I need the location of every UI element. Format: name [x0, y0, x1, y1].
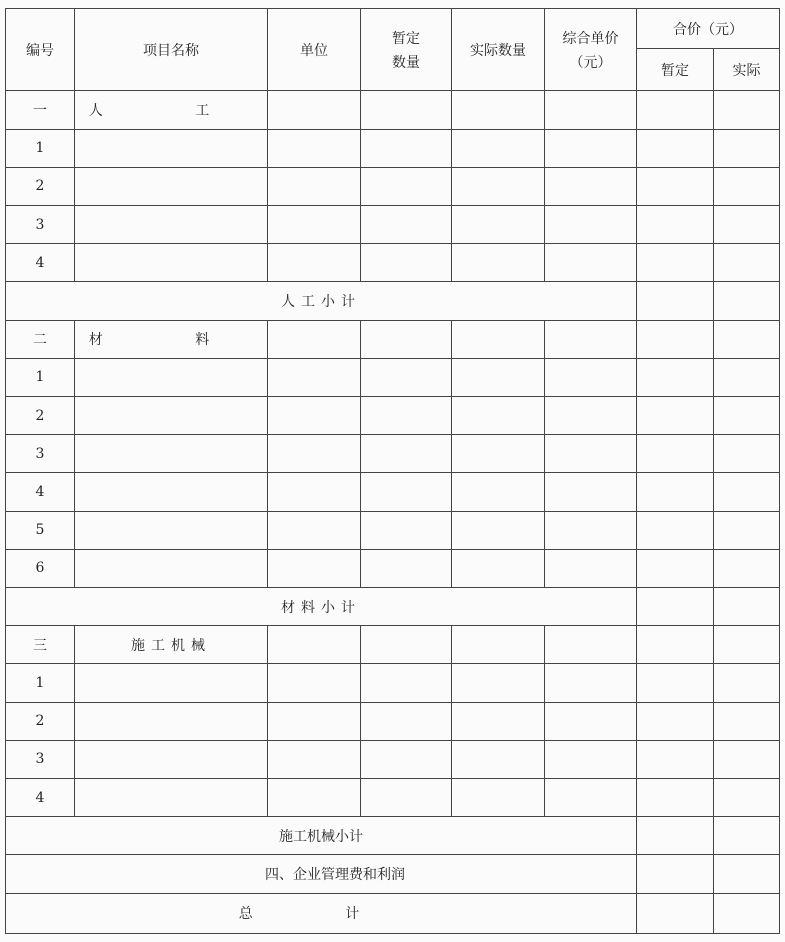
cell-blank[interactable] [637, 702, 714, 740]
section-labor-no: 一 [6, 91, 75, 129]
labor-subtotal-text: 人工小计 [281, 294, 361, 311]
cell-blank[interactable] [637, 511, 714, 549]
section-machinery-name [75, 626, 268, 664]
cell-blank[interactable] [452, 549, 545, 587]
cell-blank[interactable] [637, 435, 714, 473]
cell-blank[interactable] [637, 893, 714, 933]
cell-blank[interactable] [714, 435, 780, 473]
header-total-actual-label: 实际 [732, 62, 761, 79]
cell-blank[interactable] [714, 206, 780, 244]
cell-blank[interactable] [714, 893, 780, 933]
cell-blank[interactable] [452, 397, 545, 435]
cell-blank[interactable] [714, 664, 780, 702]
cell-blank[interactable] [714, 397, 780, 435]
cell-blank[interactable] [545, 435, 637, 473]
table-row [6, 397, 780, 435]
cell-blank[interactable] [637, 473, 714, 511]
cell-blank[interactable] [361, 397, 452, 435]
cell-blank[interactable] [268, 397, 361, 435]
cell-blank[interactable] [268, 779, 361, 817]
cell-blank[interactable] [452, 91, 545, 129]
cell-blank[interactable] [361, 206, 452, 244]
cell-blank[interactable] [268, 549, 361, 587]
cell-blank[interactable] [714, 358, 780, 396]
cell-blank[interactable] [637, 358, 714, 396]
cell-blank[interactable] [637, 206, 714, 244]
cell-blank[interactable] [714, 855, 780, 893]
cell-blank[interactable] [452, 358, 545, 396]
row-number: 4 [6, 244, 75, 282]
cell-blank[interactable] [545, 702, 637, 740]
header-actual-qty [452, 9, 545, 91]
daywork-table [5, 8, 780, 934]
section-machinery-name-text: 施工机械 [131, 637, 211, 654]
section-machinery-row [6, 626, 780, 664]
header-provisional-qty-line1: 暂定 [392, 30, 420, 47]
row-number: 3 [6, 206, 75, 244]
cell-blank[interactable] [637, 129, 714, 167]
cell-blank[interactable] [637, 549, 714, 587]
materials-subtotal-label [6, 588, 637, 626]
cell-blank[interactable] [714, 473, 780, 511]
cell-blank[interactable] [75, 397, 268, 435]
section-labor-name [75, 91, 268, 129]
cell-blank[interactable] [452, 779, 545, 817]
cell-blank[interactable] [361, 664, 452, 702]
cell-blank[interactable] [545, 473, 637, 511]
cell-blank[interactable] [268, 435, 361, 473]
header-unit-price [545, 9, 637, 91]
section-machinery-no: 三 [6, 626, 75, 664]
cell-blank[interactable] [361, 358, 452, 396]
row-number: 2 [6, 702, 75, 740]
management-fee-row [6, 855, 780, 893]
cell-blank[interactable] [637, 626, 714, 664]
header-total-price [637, 9, 780, 49]
cell-blank[interactable] [452, 435, 545, 473]
cell-blank[interactable] [268, 740, 361, 778]
cell-blank[interactable] [545, 397, 637, 435]
table-row [6, 167, 780, 205]
cell-blank[interactable] [75, 511, 268, 549]
row-number: 3 [6, 740, 75, 778]
cell-blank[interactable] [75, 549, 268, 587]
subtotal-row-materials [6, 588, 780, 626]
cell-blank[interactable] [714, 282, 780, 320]
cell-blank[interactable] [75, 435, 268, 473]
materials-subtotal-text: 材料小计 [281, 599, 361, 616]
table-row [6, 740, 780, 778]
cell-blank[interactable] [637, 588, 714, 626]
table-row [6, 358, 780, 396]
header-provisional-qty [361, 9, 452, 91]
cell-blank[interactable] [75, 664, 268, 702]
cell-blank[interactable] [361, 779, 452, 817]
grand-total-row [6, 893, 780, 933]
row-number: 6 [6, 549, 75, 587]
cell-blank[interactable] [361, 549, 452, 587]
cell-blank[interactable] [714, 702, 780, 740]
table-row [6, 664, 780, 702]
cell-blank[interactable] [637, 91, 714, 129]
cell-blank[interactable] [268, 244, 361, 282]
header-total-price-label: 合价（元） [673, 21, 743, 38]
cell-blank[interactable] [452, 244, 545, 282]
cell-blank[interactable] [361, 702, 452, 740]
cell-blank[interactable] [361, 435, 452, 473]
cell-blank[interactable] [714, 91, 780, 129]
cell-blank[interactable] [268, 511, 361, 549]
section-materials-row [6, 320, 780, 358]
cell-blank[interactable] [361, 91, 452, 129]
cell-blank[interactable] [75, 473, 268, 511]
section-materials-no: 二 [6, 320, 75, 358]
cell-blank[interactable] [714, 588, 780, 626]
grand-total-label [6, 893, 637, 933]
header-no-label: 编号 [26, 42, 54, 59]
cell-blank[interactable] [714, 817, 780, 855]
cell-blank[interactable] [361, 740, 452, 778]
cell-blank[interactable] [268, 91, 361, 129]
header-no [6, 9, 75, 91]
row-number: 4 [6, 779, 75, 817]
cell-blank[interactable] [452, 626, 545, 664]
cell-blank[interactable] [545, 167, 637, 205]
header-total-actual [714, 49, 780, 91]
table-row [6, 702, 780, 740]
cell-blank[interactable] [452, 702, 545, 740]
management-fee-label: 四、企业管理费和利润 [6, 855, 637, 893]
header-item-name [75, 9, 268, 91]
cell-blank[interactable] [714, 549, 780, 587]
cell-blank[interactable] [361, 244, 452, 282]
cell-blank[interactable] [361, 129, 452, 167]
cell-blank[interactable] [637, 664, 714, 702]
cell-blank[interactable] [268, 320, 361, 358]
cell-blank[interactable] [545, 549, 637, 587]
cell-blank[interactable] [452, 473, 545, 511]
machinery-subtotal-text: 施工机械小计 [279, 828, 363, 845]
cell-blank[interactable] [268, 206, 361, 244]
cell-blank[interactable] [714, 511, 780, 549]
header-unit-price-line2: （元） [569, 54, 612, 71]
cell-blank[interactable] [75, 779, 268, 817]
cell-blank[interactable] [268, 626, 361, 664]
row-number: 1 [6, 358, 75, 396]
section-labor-name-text: 人 工 [88, 103, 254, 120]
cell-blank[interactable] [714, 129, 780, 167]
cell-blank[interactable] [545, 358, 637, 396]
cell-blank[interactable] [545, 740, 637, 778]
header-total-provisional-label: 暂定 [661, 62, 689, 79]
row-number: 2 [6, 397, 75, 435]
row-number: 3 [6, 435, 75, 473]
cell-blank[interactable] [714, 740, 780, 778]
header-unit [268, 9, 361, 91]
row-number: 2 [6, 167, 75, 205]
cell-blank[interactable] [545, 129, 637, 167]
cell-blank[interactable] [75, 702, 268, 740]
table-row [6, 779, 780, 817]
subtotal-row-labor [6, 282, 780, 320]
cell-blank[interactable] [637, 817, 714, 855]
cell-blank[interactable] [75, 358, 268, 396]
cell-blank[interactable] [545, 626, 637, 664]
row-number: 1 [6, 664, 75, 702]
cell-blank[interactable] [452, 511, 545, 549]
cell-blank[interactable] [75, 129, 268, 167]
cell-blank[interactable] [637, 244, 714, 282]
cell-blank[interactable] [452, 664, 545, 702]
cell-blank[interactable] [452, 206, 545, 244]
cell-blank[interactable] [452, 129, 545, 167]
labor-subtotal-label [6, 282, 637, 320]
cell-blank[interactable] [361, 167, 452, 205]
row-number: 4 [6, 473, 75, 511]
header-total-provisional [637, 49, 714, 91]
subtotal-row-machinery [6, 817, 780, 855]
row-number: 1 [6, 129, 75, 167]
table-row [6, 549, 780, 587]
cell-blank[interactable] [545, 779, 637, 817]
cell-blank[interactable] [75, 740, 268, 778]
table-row [6, 206, 780, 244]
cell-blank[interactable] [714, 626, 780, 664]
header-provisional-qty-line2: 数量 [392, 54, 420, 71]
cell-blank[interactable] [545, 244, 637, 282]
cell-blank[interactable] [452, 320, 545, 358]
table-row [6, 435, 780, 473]
cell-blank[interactable] [545, 664, 637, 702]
cell-blank[interactable] [637, 855, 714, 893]
cell-blank[interactable] [637, 320, 714, 358]
cell-blank[interactable] [268, 358, 361, 396]
cell-blank[interactable] [545, 206, 637, 244]
section-materials-name [75, 320, 268, 358]
cell-blank[interactable] [637, 167, 714, 205]
cell-blank[interactable] [361, 473, 452, 511]
cell-blank[interactable] [75, 167, 268, 205]
header-actual-qty-label: 实际数量 [470, 42, 526, 59]
cell-blank[interactable] [714, 244, 780, 282]
cell-blank[interactable] [637, 740, 714, 778]
section-labor-row [6, 91, 780, 129]
cell-blank[interactable] [637, 397, 714, 435]
cell-blank[interactable] [75, 244, 268, 282]
cell-blank[interactable] [545, 320, 637, 358]
cell-blank[interactable] [75, 206, 268, 244]
cell-blank[interactable] [637, 779, 714, 817]
cell-blank[interactable] [452, 167, 545, 205]
cell-blank[interactable] [545, 511, 637, 549]
cell-blank[interactable] [714, 167, 780, 205]
cell-blank[interactable] [361, 511, 452, 549]
machinery-subtotal-label [6, 817, 637, 855]
table-row [6, 244, 780, 282]
cell-blank[interactable] [268, 167, 361, 205]
table-row [6, 473, 780, 511]
cell-blank[interactable] [268, 129, 361, 167]
cell-blank[interactable] [268, 664, 361, 702]
cell-blank[interactable] [361, 320, 452, 358]
table-row [6, 129, 780, 167]
header-unit-label: 单位 [300, 42, 328, 59]
cell-blank[interactable] [714, 779, 780, 817]
cell-blank[interactable] [714, 320, 780, 358]
cell-blank[interactable] [361, 626, 452, 664]
row-number: 5 [6, 511, 75, 549]
header-item-name-label: 项目名称 [143, 42, 199, 59]
cell-blank[interactable] [268, 473, 361, 511]
cell-blank[interactable] [268, 702, 361, 740]
cell-blank[interactable] [452, 740, 545, 778]
table-row [6, 511, 780, 549]
cell-blank[interactable] [545, 91, 637, 129]
cell-blank[interactable] [637, 282, 714, 320]
grand-total-text: 总 计 [238, 906, 404, 923]
header-unit-price-line1: 综合单价 [562, 30, 619, 47]
section-materials-name-text: 材 料 [88, 332, 254, 349]
